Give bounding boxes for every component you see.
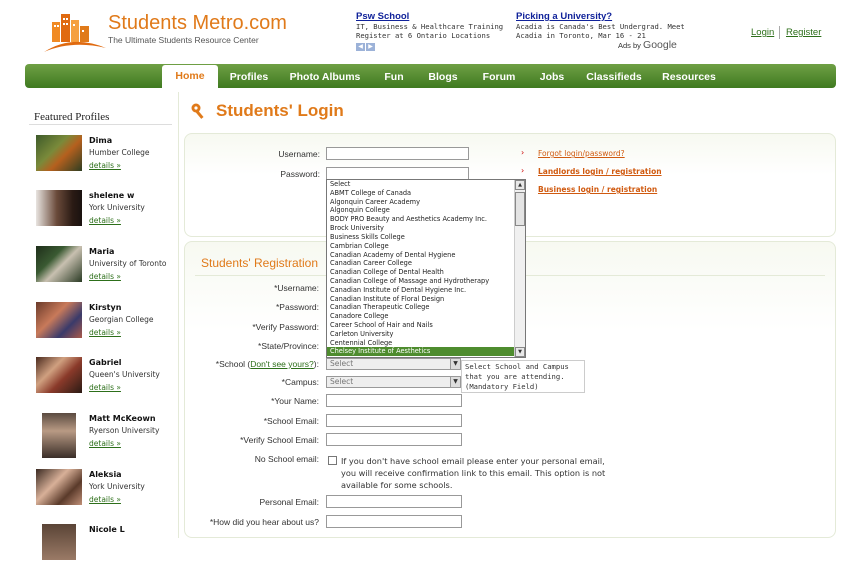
dropdown-option[interactable]: Canadian Therapeutic College	[330, 303, 430, 312]
dropdown-option[interactable]: Cambrian College	[330, 241, 389, 250]
dropdown-option-highlighted[interactable]: Chelsey Institute of Aesthetics	[327, 347, 515, 356]
profile-school: Ryerson University	[89, 426, 160, 435]
dropdown-option[interactable]: Career School of Hair and Nails	[330, 321, 433, 329]
ad-text: Acadia in Toronto, Mar 16 - 21	[516, 31, 646, 40]
nav-tab-blogs[interactable]: Blogs	[428, 71, 458, 83]
profile-details-link[interactable]: details »	[89, 328, 121, 337]
school-select[interactable]	[326, 358, 461, 370]
ad-nav[interactable]	[356, 41, 376, 51]
chevron-down-icon: ▼	[450, 359, 460, 369]
profile-card	[36, 469, 186, 517]
chevron-left-icon[interactable]: ◀	[356, 43, 365, 51]
header-divider	[779, 26, 780, 39]
dropdown-option[interactable]: Centennial College	[330, 338, 393, 347]
username-label: Username:	[278, 149, 320, 159]
nav-tab-resources[interactable]: Resources	[662, 71, 716, 83]
scroll-up-icon[interactable]: ▲	[515, 180, 525, 190]
ad-title[interactable]: Picking a University?	[516, 11, 613, 22]
ad-text: IT, Business & Healthcare Training	[356, 22, 504, 31]
profile-details-link[interactable]: details »	[89, 383, 121, 392]
nav-tab-jobs[interactable]: Jobs	[539, 71, 565, 83]
brand-name[interactable]: Students Metro.com	[108, 12, 287, 34]
profile-school: Humber College	[89, 148, 150, 157]
dropdown-option[interactable]: Canadian College of Massage and Hydrotherapy	[330, 276, 490, 285]
profile-card	[36, 246, 186, 294]
profile-photo[interactable]	[36, 135, 82, 171]
logo-icon[interactable]	[42, 8, 108, 54]
reg-your-name-label: *Your Name:	[271, 396, 319, 406]
profile-card	[36, 357, 186, 405]
dropdown-scrollbar[interactable]	[514, 180, 525, 357]
login-username-input[interactable]	[326, 147, 469, 160]
featured-profiles-title: Featured Profiles	[34, 111, 110, 123]
profile-name: Kirstyn	[89, 303, 122, 312]
profile-name: Nicole L	[89, 525, 125, 534]
dropdown-option[interactable]: Algonquin College	[330, 206, 390, 215]
profile-photo[interactable]	[36, 190, 82, 226]
nav-tab-profiles[interactable]: Profiles	[229, 71, 269, 83]
dropdown-option[interactable]: Canadian College of Dental Health	[330, 268, 444, 277]
profile-card	[36, 413, 186, 461]
dropdown-option[interactable]: Business Skills College	[330, 232, 405, 241]
reg-campus-label: *Campus:	[281, 377, 319, 387]
chevron-down-icon: ▼	[450, 377, 460, 387]
profile-name: Dima	[89, 136, 113, 145]
campus-select-value: Select	[330, 377, 354, 386]
ads-by-prefix: Ads by	[618, 41, 641, 50]
reg-no-school-email-label: No School email:	[254, 454, 319, 464]
profile-details-link[interactable]: details »	[89, 161, 121, 170]
dropdown-option[interactable]: Carleton University	[330, 329, 394, 338]
dont-see-school-link[interactable]: Don't see yours?	[250, 359, 314, 369]
dropdown-option[interactable]: Canadian Academy of Dental Hygiene	[330, 250, 456, 259]
profile-name: shelene w	[89, 191, 135, 200]
dropdown-option[interactable]: Algonquin Career Academy	[330, 197, 420, 206]
profile-details-link[interactable]: details »	[89, 216, 121, 225]
school-label-prefix: *School (	[215, 359, 251, 369]
profile-photo[interactable]	[36, 302, 82, 338]
ad-text: Register at 6 Ontario Locations	[356, 31, 491, 40]
profile-card	[36, 302, 186, 350]
profile-school: University of Toronto	[89, 259, 167, 268]
no-school-email-checkbox[interactable]	[328, 456, 337, 465]
reg-state-label: *State/Province:	[258, 341, 319, 351]
profile-school: York University	[89, 482, 145, 491]
password-label: Password:	[280, 169, 320, 179]
profile-details-link[interactable]: details »	[89, 439, 121, 448]
profile-school: York University	[89, 203, 145, 212]
key-icon	[190, 102, 208, 120]
header-login-link[interactable]: Login	[751, 27, 775, 38]
sidebar-divider	[29, 124, 172, 125]
profile-name: Aleksia	[89, 470, 122, 479]
nav-tab-classifieds[interactable]: Classifieds	[586, 71, 642, 83]
profile-photo[interactable]	[42, 413, 76, 458]
ad-text: Acadia is Canada's Best Undergrad. Meet	[516, 22, 685, 31]
nav-tab-forum[interactable]: Forum	[482, 71, 516, 83]
campus-select[interactable]	[326, 376, 461, 388]
arrow-right-icon: ›	[521, 166, 525, 175]
profile-details-link[interactable]: details »	[89, 495, 121, 504]
reg-personal-email-label: Personal Email:	[259, 497, 319, 507]
arrow-right-icon: ›	[521, 148, 525, 157]
nav-tab-photo-albums[interactable]: Photo Albums	[289, 71, 361, 83]
dropdown-option[interactable]: Canadian Career College	[330, 259, 412, 268]
verify-school-email-input[interactable]	[326, 433, 462, 446]
reg-verify-password-label: *Verify Password:	[252, 322, 319, 332]
profile-name: Matt McKeown	[89, 414, 156, 423]
scroll-down-icon[interactable]: ▼	[515, 347, 525, 357]
hear-about-input[interactable]	[326, 515, 462, 528]
login-title: Students' Login	[216, 101, 344, 120]
forgot-password-link[interactable]: Forgot login/password?	[538, 149, 625, 158]
profile-card	[36, 135, 186, 183]
profile-card	[36, 190, 186, 238]
header-register-link[interactable]: Register	[786, 27, 822, 38]
scrollbar-thumb[interactable]	[515, 192, 525, 226]
ads-by-brand: Google	[643, 39, 677, 51]
landlords-login-link[interactable]: Landlords login / registration	[538, 167, 662, 176]
dropdown-option[interactable]: Canadian Institute of Dental Hygiene Inc.	[330, 285, 467, 294]
profile-name: Gabriel	[89, 358, 122, 367]
ad-title[interactable]: Psw School	[356, 11, 410, 22]
your-name-input[interactable]	[326, 394, 462, 407]
profile-school: Georgian College	[89, 315, 154, 324]
profile-photo[interactable]	[36, 469, 82, 505]
dropdown-option[interactable]: Select	[330, 180, 351, 188]
school-email-input[interactable]	[326, 414, 462, 427]
profile-details-link[interactable]: details »	[89, 272, 121, 281]
reg-school-label	[190, 359, 319, 369]
no-school-email-text: If you don't have school email please enter your personal email, you will receive confirmation link to this email. This option is not available for some schools.	[341, 456, 606, 490]
profile-name: Maria	[89, 247, 115, 256]
school-label-suffix: ):	[313, 359, 319, 369]
reg-school-email-label: *School Email:	[263, 416, 319, 426]
dropdown-option[interactable]: Canadore College	[330, 312, 389, 321]
reg-password-label: *Password:	[276, 302, 319, 312]
registration-title: Students' Registration	[201, 256, 319, 270]
nav-tab-home[interactable]: Home	[162, 65, 218, 88]
ads-by-google[interactable]	[618, 39, 677, 51]
dropdown-option[interactable]: ABMT College of Canada	[330, 188, 412, 197]
brand-tagline: The Ultimate Students Resource Center	[108, 35, 259, 45]
school-tooltip: Select School and Campus that you are attending. (Mandatory Field)	[461, 360, 585, 393]
business-login-link[interactable]: Business login / registration	[538, 185, 658, 194]
dropdown-option[interactable]: Canadian Institute of Floral Design	[330, 294, 445, 303]
school-select-value: Select	[330, 359, 354, 368]
reg-hear-about-label: *How did you hear about us?	[209, 517, 319, 527]
profile-photo[interactable]	[36, 357, 82, 393]
dropdown-option[interactable]: Brock University	[330, 224, 384, 233]
school-dropdown-list[interactable]	[326, 179, 526, 358]
profile-photo[interactable]	[42, 524, 76, 560]
reg-verify-school-email-label: *Verify School Email:	[240, 435, 319, 445]
personal-email-input[interactable]	[326, 495, 462, 508]
profile-card	[36, 524, 186, 572]
profile-photo[interactable]	[36, 246, 82, 282]
reg-username-label: *Username:	[274, 283, 319, 293]
chevron-right-icon[interactable]: ▶	[366, 43, 375, 51]
dropdown-option[interactable]: BODY PRO Beauty and Aesthetics Academy Inc.	[330, 215, 488, 224]
profile-school: Queen's University	[89, 370, 160, 379]
nav-tab-fun[interactable]: Fun	[384, 71, 404, 83]
